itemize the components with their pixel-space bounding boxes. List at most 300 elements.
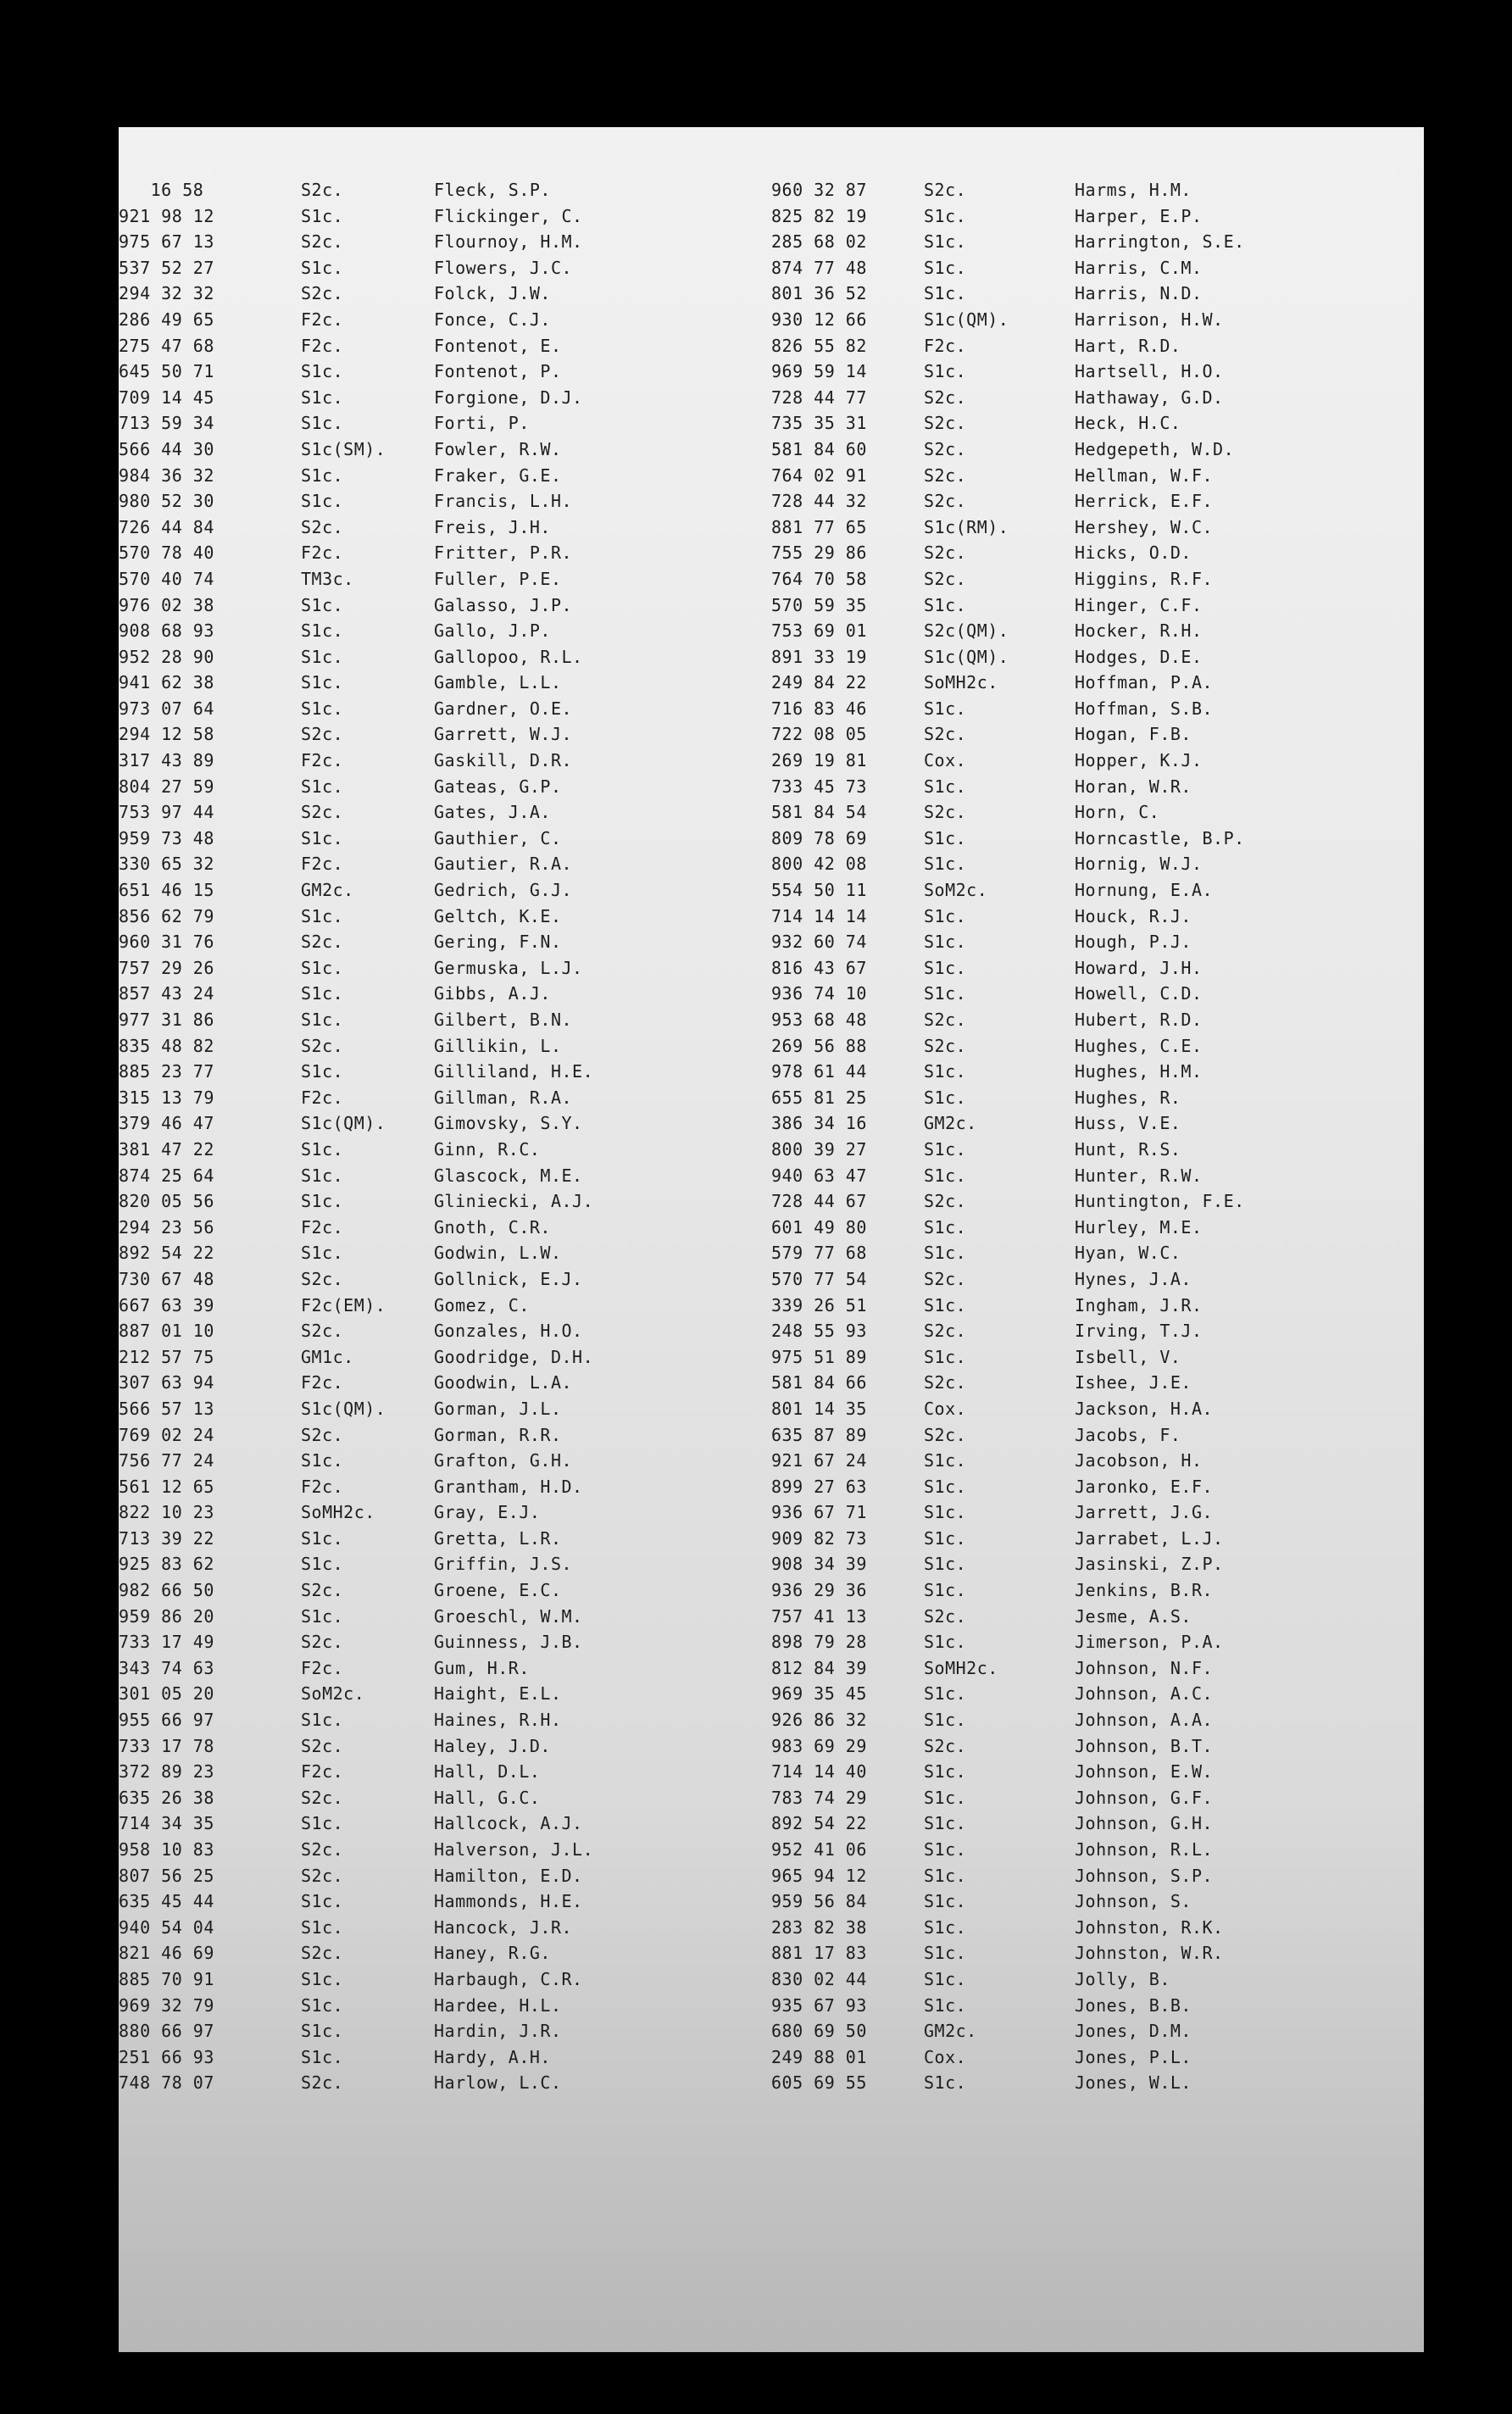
rate-cell: S2c.	[301, 180, 344, 200]
rate-cell: S1c.	[924, 1138, 967, 1160]
name-cell: Flickinger, C.	[434, 205, 583, 226]
rate-cell: S1c(QM).	[301, 1113, 386, 1134]
name-cell: Haney, R.G.	[434, 1943, 551, 1964]
service-number: 269 56 88	[771, 1035, 867, 1056]
service-number: 936 67 71	[771, 1502, 867, 1523]
service-number: 965 94 12	[771, 1865, 867, 1886]
service-number: 635 26 38	[119, 1787, 214, 1808]
name-cell: Griffin, J.S.	[434, 1554, 573, 1575]
service-number: 581 84 66	[771, 1372, 867, 1393]
name-cell: Hellman, W.F.	[1075, 464, 1214, 486]
rate-cell: S1c(QM).	[924, 646, 1009, 667]
service-number: 976 02 38	[119, 594, 214, 615]
rate-cell: S1c.	[924, 957, 967, 978]
service-number: 978 61 44	[771, 1061, 867, 1082]
name-cell: Gamble, L.L.	[434, 672, 562, 693]
rate-cell: S1c.	[301, 1994, 344, 2016]
name-cell: Jaronko, E.F.	[1075, 1476, 1214, 1497]
name-cell: Galasso, J.P.	[434, 594, 573, 615]
service-number: 975 51 89	[771, 1346, 867, 1367]
service-number: 635 87 89	[771, 1424, 867, 1445]
name-cell: Hyan, W.C.	[1075, 1243, 1181, 1264]
rate-cell: S1c.	[301, 1450, 344, 1471]
name-cell: Hunter, R.W.	[1075, 1165, 1203, 1186]
name-cell: Gallo, J.P.	[434, 620, 551, 642]
name-cell: Hardin, J.R.	[434, 2021, 562, 2042]
rate-cell: SoMH2c.	[924, 672, 998, 693]
rate-cell: S2c.	[924, 438, 967, 459]
name-cell: Huss, V.E.	[1075, 1113, 1181, 1134]
service-number: 601 49 80	[771, 1216, 867, 1238]
service-number: 343 74 63	[119, 1657, 214, 1678]
service-number: 925 83 62	[119, 1554, 214, 1575]
document-sheet	[119, 127, 1424, 2352]
name-cell: Hogan, F.B.	[1075, 724, 1192, 745]
rate-cell: F2c(EM).	[301, 1294, 386, 1315]
service-number: 941 62 38	[119, 672, 214, 693]
name-cell: Johnson, B.T.	[1075, 1735, 1214, 1756]
name-cell: Jacobson, H.	[1075, 1450, 1203, 1471]
name-cell: Johnson, A.C.	[1075, 1683, 1214, 1705]
name-cell: Johnson, A.A.	[1075, 1710, 1214, 1731]
name-cell: Hopper, K.J.	[1075, 750, 1203, 771]
rate-cell: S1c.	[924, 1839, 967, 1860]
service-number: 248 55 93	[771, 1321, 867, 1342]
name-cell: Jesme, A.S.	[1075, 1605, 1192, 1627]
rate-cell: S2c.	[301, 2072, 344, 2094]
service-number: 16 58	[119, 180, 204, 200]
rate-cell: S1c.	[301, 698, 344, 719]
name-cell: Flournoy, H.M.	[434, 231, 583, 253]
name-cell: Gaskill, D.R.	[434, 750, 573, 771]
name-cell: Gum, H.R.	[434, 1657, 530, 1678]
service-number: 714 14 40	[771, 1761, 867, 1783]
service-number: 330 65 32	[119, 854, 214, 875]
service-number: 753 69 01	[771, 620, 867, 642]
name-cell: Harris, N.D.	[1075, 283, 1203, 304]
service-number: 728 44 67	[771, 1191, 867, 1212]
service-number: 307 63 94	[119, 1372, 214, 1393]
service-number: 874 77 48	[771, 257, 867, 278]
name-cell: Ingham, J.R.	[1075, 1294, 1203, 1315]
service-number: 984 36 32	[119, 464, 214, 486]
rate-cell: S1c.	[924, 1580, 967, 1601]
rate-cell: TM3c.	[301, 568, 354, 589]
service-number: 885 70 91	[119, 1968, 214, 1989]
rate-cell: S2c.	[301, 1787, 344, 1808]
name-cell: Isbell, V.	[1075, 1346, 1181, 1367]
service-number: 756 77 24	[119, 1450, 214, 1471]
rate-cell: Cox.	[924, 750, 967, 771]
rate-cell: S1c.	[924, 1968, 967, 1989]
name-cell: Gallopoo, R.L.	[434, 646, 583, 667]
service-number: 294 32 32	[119, 283, 214, 304]
rate-cell: S2c.	[301, 724, 344, 745]
rate-cell: S1c(SM).	[301, 438, 386, 459]
service-number: 730 67 48	[119, 1268, 214, 1289]
service-number: 748 78 07	[119, 2072, 214, 2094]
service-number: 982 66 50	[119, 1580, 214, 1601]
service-number: 820 05 56	[119, 1191, 214, 1212]
name-cell: Gliniecki, A.J.	[434, 1191, 594, 1212]
rate-cell: S1c.	[301, 1710, 344, 1731]
name-cell: Johnson, G.F.	[1075, 1787, 1214, 1808]
name-cell: Gedrich, G.J.	[434, 880, 573, 901]
service-number: 728 44 32	[771, 491, 867, 512]
name-cell: Hallcock, A.J.	[434, 1813, 583, 1834]
service-number: 733 17 49	[119, 1632, 214, 1653]
service-number: 969 32 79	[119, 1994, 214, 2016]
rate-cell: S2c.	[924, 1035, 967, 1056]
name-cell: Jenkins, B.R.	[1075, 1580, 1214, 1601]
name-cell: Guinness, J.B.	[434, 1632, 583, 1653]
service-number: 714 14 14	[771, 905, 867, 926]
name-cell: Jarrett, J.G.	[1075, 1502, 1214, 1523]
service-number: 570 40 74	[119, 568, 214, 589]
rate-cell: S1c.	[924, 205, 967, 226]
rate-cell: S1c.	[301, 1605, 344, 1627]
service-number: 283 82 38	[771, 1916, 867, 1938]
name-cell: Gillikin, L.	[434, 1035, 562, 1056]
name-cell: Fonce, C.J.	[434, 309, 551, 330]
name-cell: Hall, G.C.	[434, 1787, 541, 1808]
service-number: 561 12 65	[119, 1476, 214, 1497]
name-cell: Hubert, R.D.	[1075, 1010, 1203, 1030]
name-cell: Garrett, W.J.	[434, 724, 573, 745]
service-number: 635 45 44	[119, 1891, 214, 1912]
name-cell: Harrison, H.W.	[1075, 309, 1224, 330]
service-number: 714 34 35	[119, 1813, 214, 1834]
rate-cell: S2c.	[924, 387, 967, 408]
rate-cell: S1c.	[301, 957, 344, 978]
name-cell: Higgins, R.F.	[1075, 568, 1214, 589]
name-cell: Hornung, E.A.	[1075, 880, 1214, 901]
service-number: 826 55 82	[771, 335, 867, 356]
rate-cell: S1c.	[924, 231, 967, 253]
name-cell: Ishee, J.E.	[1075, 1372, 1192, 1393]
service-number: 953 68 48	[771, 1010, 867, 1030]
rate-cell: S1c.	[301, 827, 344, 848]
rate-cell: S2c.	[924, 568, 967, 589]
rate-cell: S1c.	[301, 983, 344, 1004]
name-cell: Herrick, E.F.	[1075, 491, 1214, 512]
rate-cell: S2c.	[924, 413, 967, 434]
rate-cell: S2c.	[924, 1268, 967, 1289]
rate-cell: S1c.	[301, 2046, 344, 2067]
rate-cell: S1c.	[924, 1710, 967, 1731]
service-number: 733 45 73	[771, 776, 867, 797]
rate-cell: F2c.	[301, 309, 344, 330]
rate-cell: F2c.	[301, 335, 344, 356]
rate-cell: Cox.	[924, 1398, 967, 1419]
service-number: 932 60 74	[771, 932, 867, 953]
service-number: 940 54 04	[119, 1916, 214, 1938]
service-number: 807 56 25	[119, 1865, 214, 1886]
service-number: 874 25 64	[119, 1165, 214, 1186]
rate-cell: SoM2c.	[301, 1683, 365, 1705]
rate-cell: SoMH2c.	[301, 1502, 375, 1523]
name-cell: Gateas, G.P.	[434, 776, 562, 797]
rate-cell: S1c.	[924, 1787, 967, 1808]
rate-cell: GM2c.	[301, 880, 354, 901]
service-number: 973 07 64	[119, 698, 214, 719]
service-number: 251 66 93	[119, 2046, 214, 2067]
service-number: 379 46 47	[119, 1113, 214, 1134]
rate-cell: S2c.	[301, 1943, 344, 1964]
name-cell: Gates, J.A.	[434, 802, 551, 823]
name-cell: Hathaway, G.D.	[1075, 387, 1224, 408]
name-cell: Jackson, H.A.	[1075, 1398, 1214, 1419]
rate-cell: S1c.	[301, 1527, 344, 1549]
name-cell: Hurley, M.E.	[1075, 1216, 1203, 1238]
service-number: 955 66 97	[119, 1710, 214, 1731]
service-number: 881 17 83	[771, 1943, 867, 1964]
rate-cell: S1c.	[924, 1216, 967, 1238]
service-number: 959 86 20	[119, 1605, 214, 1627]
rate-cell: S1c.	[924, 1294, 967, 1315]
rate-cell: S2c.	[924, 1010, 967, 1030]
service-number: 764 02 91	[771, 464, 867, 486]
name-cell: Goodridge, D.H.	[434, 1346, 594, 1367]
service-number: 856 62 79	[119, 905, 214, 926]
rate-cell: GM1c.	[301, 1346, 354, 1367]
rate-cell: S1c.	[924, 1813, 967, 1834]
rate-cell: S1c.	[301, 1916, 344, 1938]
name-cell: Heck, H.C.	[1075, 413, 1181, 434]
name-cell: Gautier, R.A.	[434, 854, 573, 875]
rate-cell: F2c.	[301, 1216, 344, 1238]
rate-cell: S1c.	[924, 1346, 967, 1367]
name-cell: Hunt, R.S.	[1075, 1138, 1181, 1160]
service-number: 857 43 24	[119, 983, 214, 1004]
service-number: 825 82 19	[771, 205, 867, 226]
rate-cell: S1c.	[924, 1476, 967, 1497]
rate-cell: S1c.	[301, 672, 344, 693]
rate-cell: S1c.	[301, 413, 344, 434]
service-number: 892 54 22	[771, 1813, 867, 1834]
name-cell: Johnson, E.W.	[1075, 1761, 1214, 1783]
service-number: 285 68 02	[771, 231, 867, 253]
rate-cell: S1c.	[301, 776, 344, 797]
rate-cell: F2c.	[301, 1087, 344, 1108]
service-number: 921 98 12	[119, 205, 214, 226]
name-cell: Gering, F.N.	[434, 932, 562, 953]
name-cell: Harper, E.P.	[1075, 205, 1203, 226]
rate-cell: S2c.	[301, 1580, 344, 1601]
name-cell: Grafton, G.H.	[434, 1450, 573, 1471]
name-cell: Hart, R.D.	[1075, 335, 1181, 356]
service-number: 753 97 44	[119, 802, 214, 823]
name-cell: Harlow, L.C.	[434, 2072, 562, 2094]
name-cell: Fowler, R.W.	[434, 438, 562, 459]
service-number: 294 12 58	[119, 724, 214, 745]
name-cell: Hoffman, P.A.	[1075, 672, 1214, 693]
rate-cell: F2c.	[301, 542, 344, 564]
name-cell: Harris, C.M.	[1075, 257, 1203, 278]
rate-cell: S1c.	[924, 1527, 967, 1549]
name-cell: Hancock, J.R.	[434, 1916, 573, 1938]
service-number: 212 57 75	[119, 1346, 214, 1367]
service-number: 980 52 30	[119, 491, 214, 512]
name-cell: Hardee, H.L.	[434, 1994, 562, 2016]
rate-cell: S1c.	[924, 1865, 967, 1886]
name-cell: Fritter, P.R.	[434, 542, 573, 564]
rate-cell: S1c.	[301, 905, 344, 926]
service-number: 769 02 24	[119, 1424, 214, 1445]
rate-cell: F2c.	[301, 1476, 344, 1497]
service-number: 936 74 10	[771, 983, 867, 1004]
service-number: 804 27 59	[119, 776, 214, 797]
service-number: 891 33 19	[771, 646, 867, 667]
service-number: 959 56 84	[771, 1891, 867, 1912]
name-cell: Glascock, M.E.	[434, 1165, 583, 1186]
rate-cell: S1c.	[924, 2072, 967, 2094]
rate-cell: S2c.	[301, 1424, 344, 1445]
service-number: 801 14 35	[771, 1398, 867, 1419]
name-cell: Gilbert, B.N.	[434, 1010, 573, 1030]
service-number: 269 19 81	[771, 750, 867, 771]
rate-cell: S1c.	[924, 1943, 967, 1964]
service-number: 977 31 86	[119, 1010, 214, 1030]
service-number: 887 01 10	[119, 1321, 214, 1342]
rate-cell: S1c.	[301, 205, 344, 226]
rate-cell: S2c.	[924, 1372, 967, 1393]
service-number: 935 67 93	[771, 1994, 867, 2016]
rate-cell: S1c.	[924, 827, 967, 848]
name-cell: Hammonds, H.E.	[434, 1891, 583, 1912]
rate-cell: S1c.	[924, 1087, 967, 1108]
service-number: 969 59 14	[771, 361, 867, 382]
rate-cell: F2c.	[301, 1657, 344, 1678]
rate-cell: S1c.	[301, 1243, 344, 1264]
name-cell: Gillman, R.A.	[434, 1087, 573, 1108]
rate-cell: S2c.	[301, 1035, 344, 1056]
name-cell: Gilliland, H.E.	[434, 1061, 594, 1082]
rate-cell: S2c.	[924, 1321, 967, 1342]
service-number: 301 05 20	[119, 1683, 214, 1705]
rate-cell: S1c(QM).	[924, 309, 1009, 330]
name-cell: Hoffman, S.B.	[1075, 698, 1214, 719]
rate-cell: S1c.	[301, 361, 344, 382]
service-number: 783 74 29	[771, 1787, 867, 1808]
service-number: 249 84 22	[771, 672, 867, 693]
name-cell: Johnson, S.	[1075, 1891, 1192, 1912]
rate-cell: S2c.	[924, 724, 967, 745]
name-cell: Jones, P.L.	[1075, 2046, 1192, 2067]
rate-cell: S1c.	[924, 1761, 967, 1783]
service-number: 655 81 25	[771, 1087, 867, 1108]
name-cell: Gorman, J.L.	[434, 1398, 562, 1419]
rate-cell: S1c(RM).	[924, 516, 1009, 537]
name-cell: Hough, P.J.	[1075, 932, 1192, 953]
service-number: 570 78 40	[119, 542, 214, 564]
name-cell: Horan, W.R.	[1075, 776, 1192, 797]
rate-cell: F2c.	[301, 854, 344, 875]
service-number: 728 44 77	[771, 387, 867, 408]
service-number: 713 39 22	[119, 1527, 214, 1549]
name-cell: Hughes, R.	[1075, 1087, 1181, 1108]
rate-cell: S2c(QM).	[924, 620, 1009, 642]
rate-cell: S1c(QM).	[301, 1398, 386, 1419]
name-cell: Groene, E.C.	[434, 1580, 562, 1601]
name-cell: Gibbs, A.J.	[434, 983, 551, 1004]
rate-cell: S1c.	[924, 1165, 967, 1186]
rate-cell: S1c.	[924, 983, 967, 1004]
rate-cell: GM2c.	[924, 1113, 977, 1134]
rate-cell: S1c.	[924, 1450, 967, 1471]
service-number: 275 47 68	[119, 335, 214, 356]
service-number: 713 59 34	[119, 413, 214, 434]
service-number: 880 66 97	[119, 2021, 214, 2042]
rate-cell: S1c.	[301, 1191, 344, 1212]
rate-cell: S1c.	[301, 1165, 344, 1186]
rate-cell: F2c.	[924, 335, 967, 356]
name-cell: Germuska, L.J.	[434, 957, 583, 978]
service-number: 579 77 68	[771, 1243, 867, 1264]
rate-cell: S2c.	[924, 464, 967, 486]
rate-cell: S2c.	[924, 1424, 967, 1445]
service-number: 959 73 48	[119, 827, 214, 848]
rate-cell: S1c.	[301, 1061, 344, 1082]
name-cell: Jones, D.M.	[1075, 2021, 1192, 2042]
name-cell: Harms, H.M.	[1075, 180, 1192, 200]
name-cell: Irving, T.J.	[1075, 1321, 1203, 1342]
name-cell: Halverson, J.L.	[434, 1839, 594, 1860]
rate-cell: S2c.	[924, 180, 967, 200]
service-number: 726 44 84	[119, 516, 214, 537]
rate-cell: S2c.	[301, 231, 344, 253]
name-cell: Houck, R.J.	[1075, 905, 1192, 926]
service-number: 892 54 22	[119, 1243, 214, 1264]
rate-cell: S1c.	[924, 854, 967, 875]
name-cell: Gomez, C.	[434, 1294, 530, 1315]
service-number: 286 49 65	[119, 309, 214, 330]
name-cell: Forti, P.	[434, 413, 530, 434]
name-cell: Howard, J.H.	[1075, 957, 1203, 978]
service-number: 909 82 73	[771, 1527, 867, 1549]
service-number: 812 84 39	[771, 1657, 867, 1678]
name-cell: Freis, J.H.	[434, 516, 551, 537]
service-number: 930 12 66	[771, 309, 867, 330]
name-cell: Gorman, R.R.	[434, 1424, 562, 1445]
name-cell: Folck, J.W.	[434, 283, 551, 304]
name-cell: Gardner, O.E.	[434, 698, 573, 719]
rate-cell: S1c.	[924, 1502, 967, 1523]
service-number: 735 35 31	[771, 413, 867, 434]
rate-cell: F2c.	[301, 1372, 344, 1393]
rate-cell: SoM2c.	[924, 880, 988, 901]
rate-cell: S1c.	[924, 1916, 967, 1938]
name-cell: Johnston, W.R.	[1075, 1943, 1224, 1964]
rate-cell: S2c.	[924, 1605, 967, 1627]
name-cell: Johnson, G.H.	[1075, 1813, 1214, 1834]
service-number: 809 78 69	[771, 827, 867, 848]
rate-cell: S1c.	[301, 1554, 344, 1575]
name-cell: Johnson, N.F.	[1075, 1657, 1214, 1678]
rate-cell: S2c.	[301, 1321, 344, 1342]
rate-cell: S1c.	[301, 1968, 344, 1989]
service-number: 722 08 05	[771, 724, 867, 745]
rate-cell: S1c.	[301, 491, 344, 512]
service-number: 908 68 93	[119, 620, 214, 642]
service-number: 566 57 13	[119, 1398, 214, 1419]
rate-cell: S1c.	[301, 257, 344, 278]
service-number: 800 39 27	[771, 1138, 867, 1160]
service-number: 821 46 69	[119, 1943, 214, 1964]
service-number: 800 42 08	[771, 854, 867, 875]
service-number: 294 23 56	[119, 1216, 214, 1238]
name-cell: Gimovsky, S.Y.	[434, 1113, 583, 1134]
